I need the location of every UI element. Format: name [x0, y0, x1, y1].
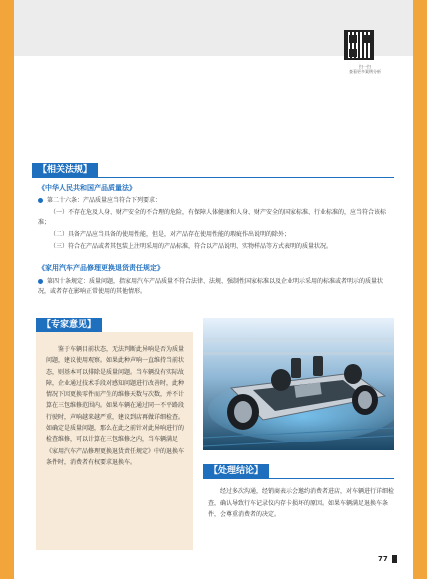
article4-paragraph [38, 277, 394, 297]
right-color-band [413, 0, 427, 579]
expert-opinion-text: 鉴于车辆目前状态，无法判断此异响是否为质量问题，建议使用观察。如果此种声响一直维持当前状态，则基本可以排除是质量问题。当车辆没有实际故障，企业通过技术手段对感知问题进行改善时，此种情况下因更换零件而产生的维修天数与次数，并不计算在三包维修范围内。如果车辆在通过同一不平路段行驶时，声响越来越严重，建议到店再做详细检查。如确定是质量问题，那么在此之前针对此异响进行的检查维修，可以计算在三包维修之内，当车辆满足《家用汽车产品修理更换退货责任规定》中的退换车条件时，消费者有权要求退换车。 [46, 346, 185, 466]
article26-paragraph [38, 196, 394, 206]
law1-title: 《中华人民共和国产品质量法》 [38, 184, 136, 192]
legal-section-heading: 【相关法规】 [32, 163, 98, 178]
qr-caption: 扫一扫 查看更多案例分析 [349, 64, 381, 74]
bullet-icon [38, 279, 43, 284]
result-text: 经过多次沟通，经销商表示会邀约消费者进店，对车辆进行详细检查，确认导致行车记录仪内存卡损坏的原因。如果车辆满足退换车条件，会尊重消费者的决定。 [208, 488, 395, 518]
page-marker-icon [392, 555, 397, 563]
item1-paragraph: （一）不存在危及人身、财产安全的不合理的危险，有保障人体健康和人身、财产安全的国家标准、行业标准的，应当符合该标准； [38, 209, 387, 226]
bullet-icon [38, 198, 43, 203]
law2-title: 《家用汽车产品修理更换退货责任规定》 [38, 264, 164, 272]
expert-section-heading: 【专家意见】 [36, 318, 102, 333]
article26-text: 第二十六条：产品质量应当符合下列要求： [47, 197, 162, 204]
result-section-heading: 【处理结论】 [203, 464, 269, 479]
page-number: 77 [378, 555, 388, 563]
item2-paragraph: （二）具备产品应当具备的使用性能，但是，对产品存在使用性能的瑕疵作出说明的除外； [50, 231, 291, 238]
legal-heading-rule [32, 177, 394, 178]
article4-text: 第四十条规定：质量问题，指家用汽车产品质量不符合法律、法规、强制性国家标准以及企业明示采用的标准或者明示的质量状况，或者存在影响正常使用的其他情形。 [38, 278, 384, 295]
qr-code-icon[interactable] [344, 30, 374, 60]
result-heading-rule [203, 478, 394, 479]
car-chassis-photo [203, 318, 394, 450]
left-color-band [0, 0, 14, 579]
item3-paragraph: （三）符合在产品或者其包装上注明采用的产品标准，符合以产品说明、实物样品等方式表明的质量状况。 [50, 243, 333, 250]
